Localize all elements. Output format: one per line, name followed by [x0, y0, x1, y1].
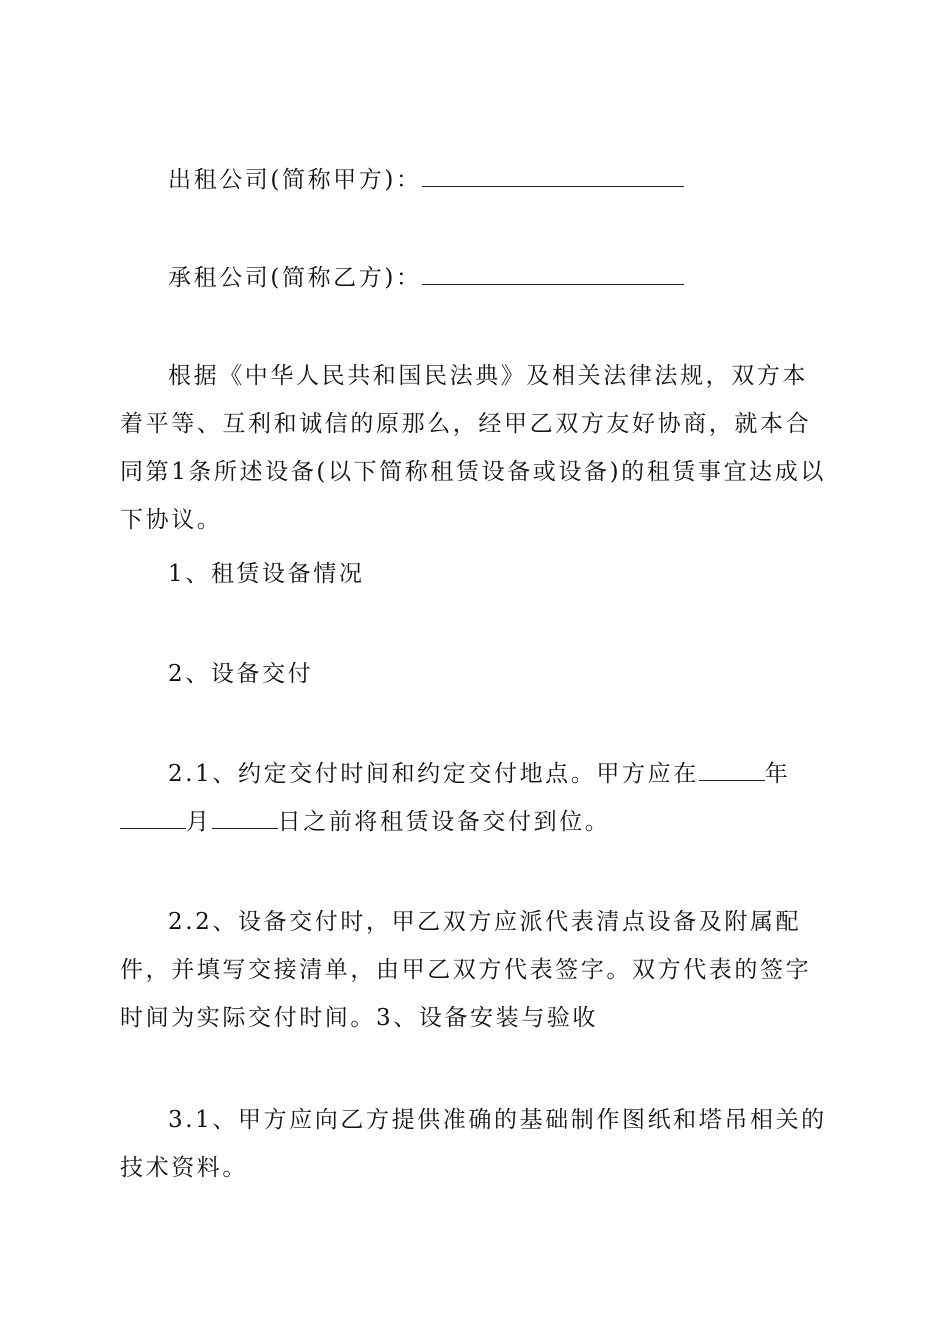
- section-2-1-tail: 日之前将租赁设备交付到位。: [277, 809, 611, 835]
- year-label: 年: [764, 761, 791, 787]
- lessor-blank: [422, 164, 684, 187]
- section-3-1-paragraph: 3.1、甲方应向乙方提供准确的基础制作图纸和塔吊相关的技术资料。: [120, 1107, 827, 1181]
- section-2-2-paragraph: 2.2、设备交付时，甲乙双方应派代表清点设备及附属配件，并填写交接清单，由甲乙双方代表签字。双方代表的签字时间为实际交付时间。3、设备安装与验收: [120, 909, 812, 1031]
- lessee-label: 承租公司(简称乙方)：: [168, 265, 422, 291]
- day-blank: [212, 806, 278, 829]
- lessor-line: [120, 156, 832, 204]
- lessor-label: 出租公司(简称甲方)：: [168, 167, 422, 193]
- year-blank: [699, 758, 765, 781]
- section-2-heading: 2、设备交付: [168, 661, 314, 687]
- lessee-blank: [422, 262, 684, 285]
- month-blank-a: [120, 806, 186, 829]
- intro-paragraph: 根据《中华人民共和国民法典》及相关法律法规，双方本着平等、互利和诚信的原那么，经甲乙双方友好协商，就本合同第1条所述设备(以下简称租赁设备或设备)的租赁事宜达成以下协议。: [120, 363, 826, 533]
- section-2-1-text: 2.1、约定交付时间和约定交付地点。甲方应在: [168, 761, 699, 787]
- month-label: 月: [186, 809, 212, 835]
- section-1-heading: 1、租赁设备情况: [168, 561, 365, 587]
- lessee-line: [120, 254, 832, 302]
- section-2-1-paragraph: [120, 750, 832, 846]
